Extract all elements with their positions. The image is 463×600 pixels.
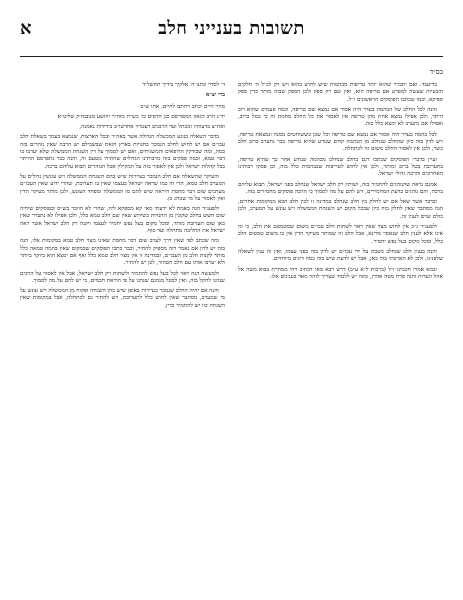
paragraph: והנה אם יהיה החלב שנמכר בעיירות באופן שיש בהן השגחה ופקוח מן הממשלה ויש עונש על מי שמערב, מסתבר שאין לחוש כלל לתערובת, ויש להתיר גם לכתחלה, אבל במקומות שאין השגחה כזו יש להחמיר כדין.: [20, 288, 225, 309]
right-column: [20, 82, 225, 313]
paragraph: ולפענ״ד הנה באמת לא ידעתי מאי קא מספקא ליה, שהרי לא הוזכר בש״ס ובפוסקים שיהיה שום חשש בחלב שקונין מן החנויות כשידוע שאין שם חלב טמא כלל, ולכן אפילו לא נתברר שאין כאן שום תערובת מותר, ומכל מקום בעל נפש יחמיר לעצמו ויקנה רק חלב ישראל אשר ראה ישראל את החליבה מתחלה ועד סוף.: [20, 206, 225, 235]
paragraph: ואת״צ בדעותיו ומכתל ועד הרבנים דעטרוי אחדשו״ב בידידות נאמנה,: [79, 124, 225, 131]
paragraph: ברי יצ״א: [206, 92, 225, 99]
left-column: [238, 82, 443, 313]
paragraph: בדיעבד. ואם יתברר שהוא יותר טריפות מבהמות שיש לחוש בהוא ויש רק לכ״ל ה׳ חלקים והבעיות שעשה למפרע אם טריפה הוא, ואין שם רק ספק ולכן הספק שבזה מותר כדין ספק ספיקא, וכמו שכתבו הפוסקים הראשונים ז״ל.: [238, 82, 443, 103]
paragraph: ולמעשה הנה ראוי לכל בעל נפש להחמיר ולשתות רק חלב ישראל, אבל אין לאסור על הרבים שנהגו להקל בזה, ואין לבטל מנהגם שנהגו על פי הוראת חכמים, כי יש להם על מה לסמוך.: [20, 270, 225, 284]
paragraph: יד״נ הרב הגאון המפורסם כגן הדסים כו׳ כש״ת מוה״ר יהושע מנובנהיק שליט״א: [57, 113, 225, 120]
paragraph: מחיי חיים יכתב ויחתם לחיים, אתו ש״ב: [140, 103, 225, 110]
paragraph: ומה שכתב לפי שאין דרך לערב שום דבר מחמת שאינו מצוי חלב טמא במקומות אלו, הנה בזה יש לדון אם נאמר דזה מספיק להתיר, וכבר כתבו הפוסקים שבמקום שאין בהמה טמאה כלל מותר לקנות חלב מן העכו״ם, ובמדינה זו אין מצוי חלב טמא כלל ואף אם ימצא הוא ביוקר ביותר ולא יערבו אותו עם חלב הטהור, לכן יש להתיר.: [20, 238, 225, 267]
paragraph: והעיקר שהשאלה אם חלב הנמכר בעיירות שיש בהם השגחת הממשלה ויש עונשין גדולים על המערב חלב טמא, הרי זה כמו שראה ישראל בעצמו שאין בו תערובת, שהרי ידוע שאין העכו״ם מערבים שום דבר מחמת היראה שיש להם מן הממשלה ומפחד העונש, ולכן מותר מעיקר הדין ואין לאסור על מי שנוהג כן.: [20, 173, 225, 202]
page-letter: א: [20, 18, 32, 39]
page-header: [20, 8, 443, 66]
paragraph: ובדבר אשר שאל אם יש לחלק בין חלב שנחלב במדינה זו לבין חלב הבא ממקומות אחרים, הנה מסתבר שאין לחלק בזה כיון שבכל מקום יש השגחת הממשלה ויש עונש על המערב, ולכן כולם שוים לענין זה.: [238, 199, 443, 220]
paragraph: ולפענ״ד ג״כ אין לחוש מצד שאין ראוי לשתות חלב עכו״ם משום שמטמטם את הלב, כי זה אינו אלא לענין חלב שנאסר מדינא, אבל חלב זה שמותר מעיקר הדין אין בו משום טמטום הלב כלל, ומכל מקום בעל נפש יחמיר.: [238, 224, 443, 245]
text-columns: [20, 82, 443, 313]
paragraph: והנה לכל החלב של הבהמה בעדר היה אסור אם נמצא שם טריפה, וכמה פעמים שהוא רוב היתר, ולכן אפילו נמצא אחת מהן טריפה אין לאסור את כל החלב מחמת זה כי בטל ברוב, ואפילו אם נתערב לא ימצא כלל כזה.: [238, 106, 443, 128]
paragraph: ונבוא אמרו חכמינו ז״ל (ברכות ל״א ע״ב) דרש רבא מאי דכתיב ויהי ממחרת בבוא משה אל אהל העדות והנה פרח מטה אהרן, ומזה יש ללמוד שצריך לזהר מאד בענינים אלו.: [238, 266, 443, 280]
paragraph: והנה בענין חלב שנחלב בשבת על ידי עכו״ם יש לדון בזה בפני עצמו, ואין זה ענין לשאלה שלפנינו, ולכן לא הארכתי בזה כאן, אבל יש לדעת שיש בזה כמה דינים מיוחדים.: [238, 248, 443, 263]
page-title: תשובות בענייני חלב: [158, 18, 305, 39]
paragraph: ד׳ לסדר ונתנו ה׳ אלקיך בידיך תתשל״ד: [142, 82, 225, 88]
paragraph: ועיין בדברי הפוסקים שכתבו דגם בחלב שנחלב מבהמה שנודע אחר כך שהיא טריפה, בתערובת בטל ברוב ומותר, ולכן אין לחוש לטריפות שבבהמות כלל בזה, וכן פסקו רבותינו האחרונים והרבה גדולי ישראל.: [238, 156, 443, 178]
paragraph: אמנם נראה שהנוהגים להחמיר בזה, ושותין רק חלב ישראל שנחלב בפני ישראל, תבוא עליהם ברכה, והם נוהגים כדעת המחמירים, ויש להם על מה לסמוך כי הרבה פוסקים מחמירים בזה.: [238, 181, 443, 195]
paragraph: לכל בהמה בעדר היה אסור אם נמצא שם טריפה וכל שכן כששוחטים ממנה ונמצאת טריפה, ויש לדון בזה כיון שהחלב שנחלב מן הבהמה קודם שנודע שהיא טריפה כבר נתערב ברוב חלב כשר, ולכן אין לאסור החלב משום זה לכתחלה.: [238, 131, 443, 153]
paragraph: בדבר השאלה בנוגע המכשלה הגדולה אשר באה״ר ובכל הארצות, שנמצא בעמך בשאלת חלב עכו״ם אם יש לחוש לחלב הנמכר בחנויות בארץ הזאת שבשבילם יש הרבה שאין נזהרים בזה כמה, ומה שבודקין הרופאים והמשגיחים, ואם יש לסמוך על דין השגחת הממשלה שלא יערבו בו דבר טמא, וכמה פסקים בזה מרבותינו הגדולים שהתירו מטעם זה, והנה כבר נתפרסם ההיתר בכל קהלות ישראל ולכן אין לאסור בזה על המקילין אבל הנזהרים תבוא עליהם ברכה.: [20, 134, 225, 170]
bsd-mark: בס״ד: [429, 68, 443, 76]
header-rule: [20, 56, 443, 57]
